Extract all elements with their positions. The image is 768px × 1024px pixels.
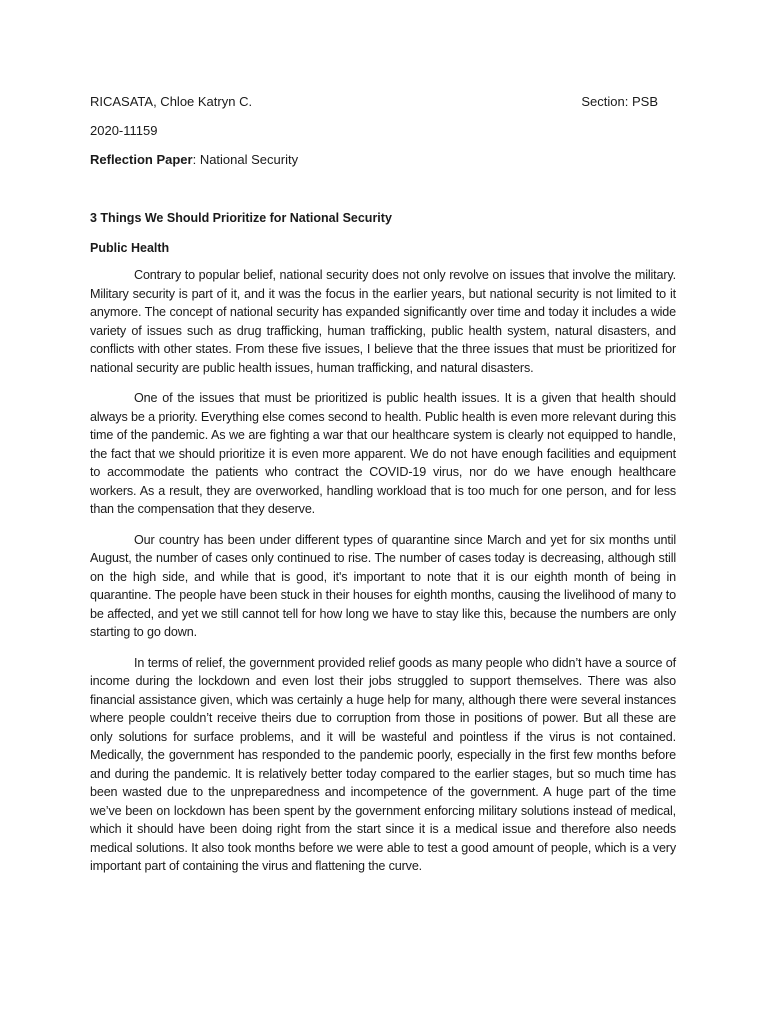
paragraph: In terms of relief, the government provided relief goods as many people who didn’t have a source of income during the lockdown and even lost their jobs struggled to support themselves. There was also financial assistance given, which was certainly a huge help for many, although there were several instances where people couldn’t receive theirs due to corruption from those in positions of power. But all these are only solutions for surface problems, and it will be wasteful and pointless if the virus is not contained. Medically, the government has responded to the pandemic poorly, especially in the first few months before and during the pandemic. It is relatively better today compared to the earlier stages, but so much time has been wasted due to the unpreparedness and incompetence of the government. A huge part of the time we’ve been on lockdown has been spent by the government enforcing military solutions instead of medical, which it should have been doing right from the start since it is a medical issue and therefore also needs medical solutions. It also took months before we were able to test a good amount of people, which is a very important part of containing the virus and flattening the curve. <box>90 655 676 873</box>
student-id: 2020-11159 <box>90 123 158 138</box>
author-name: RICASATA, Chloe Katryn C. <box>90 94 253 109</box>
document-title: 3 Things We Should Prioritize for National Security <box>90 211 392 225</box>
section-heading: Public Health <box>90 241 170 255</box>
paragraph: Contrary to popular belief, national security does not only revolve on issues that involve the military. Military security is part of it, and it was the focus in the earlier years, but national security is not limited to it anymore. The concept of national security has expanded significantly over time and today it includes a wide variety of issues such as drug trafficking, human trafficking, public health system, natural disasters, and conflicts with other states. From these five issues, I believe that the three issues that must be prioritized for national security are public health issues, human trafficking, and natural disasters. <box>90 268 676 375</box>
paper-type-line <box>90 151 298 169</box>
paragraph: One of the issues that must be prioritized is public health issues. It is a given that health should always be a priority. Everything else comes second to health. Public health is even more relevant during this time of the pandemic. As we are fighting a war that our healthcare system is clearly not equipped to handle, the fact that we should prioritize it is even more apparent. We do not have enough facilities and equipment to accommodate the patients who contract the COVID-19 virus, nor do we have enough healthcare workers. As a result, they are overworked, handling workload that is too much for one person, and for less than the compensation that they deserve. <box>90 391 676 516</box>
section-label: Section: PSB <box>581 94 658 109</box>
paper-topic: : National Security <box>192 152 299 167</box>
paragraph: Our country has been under different types of quarantine since March and yet for six months until August, the number of cases only continued to rise. The number of cases today is decreasing, although still on the high side, and while that is good, it's important to note that it is our eighth month of being in quarantine. The people have been stuck in their houses for eighth months, causing the livelihood of many to be affected, and yet we still cannot tell for how long we have to stay like this, because the numbers are only starting to go down. <box>90 532 676 639</box>
paper-label: Reflection Paper <box>90 152 193 167</box>
body-text <box>90 266 676 888</box>
